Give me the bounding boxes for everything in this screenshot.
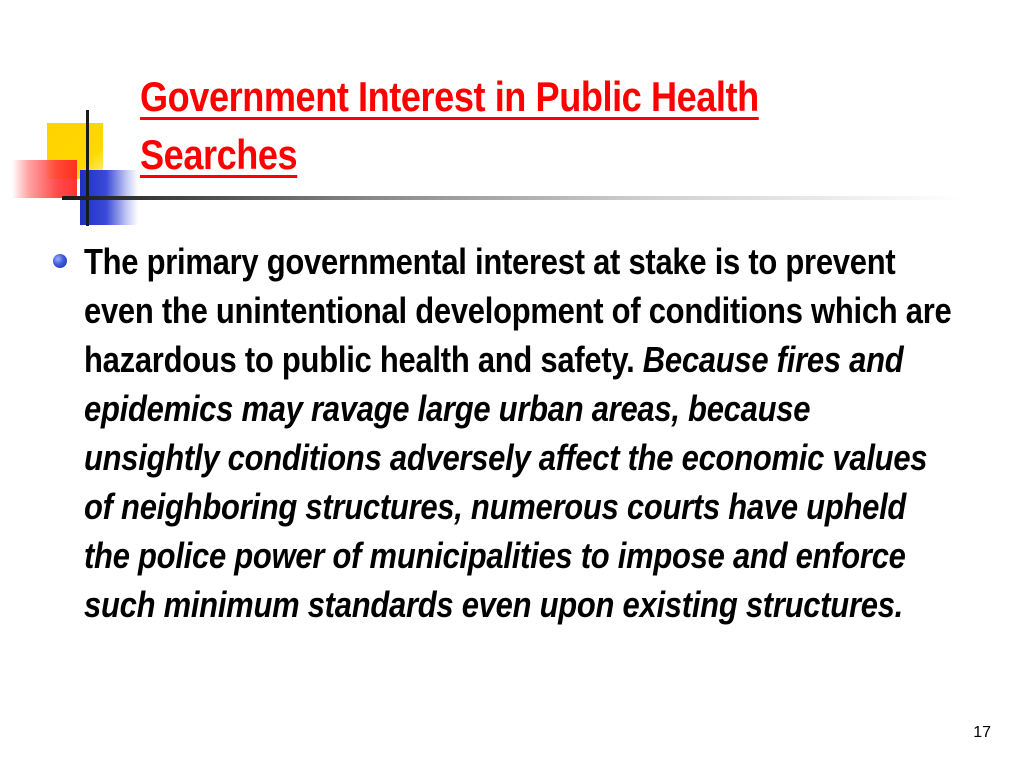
bullet-dot-icon: [53, 254, 67, 268]
vertical-rule: [86, 110, 89, 226]
slide-title: [140, 68, 845, 184]
slide-title-text: Government Interest in Public Health Searches: [140, 73, 759, 178]
horizontal-rule: [62, 196, 962, 200]
bullet-intro-text: The primary governmental interest at stake is to prevent even the unintentional development of conditions which are hazardous to public health and safety.: [84, 241, 952, 380]
red-bar: [12, 160, 77, 198]
page-number: 17: [973, 724, 991, 741]
bullet-text: [84, 237, 953, 629]
bullet-italic-text: Because fires and epidemics may ravage large urban areas, because unsightly conditions adversely affect the economic values of neighboring structures, numerous courts have upheld the police power of municipalities to impose and enforce such minimum standards even upon existing structures.: [84, 339, 928, 625]
